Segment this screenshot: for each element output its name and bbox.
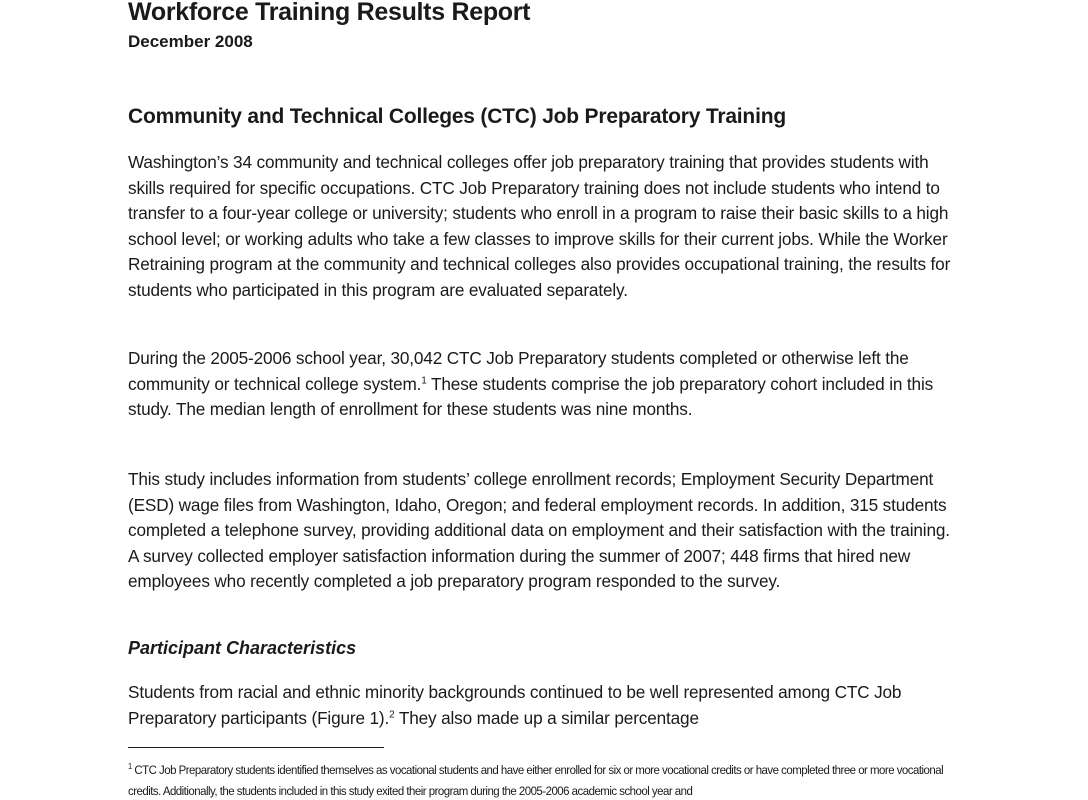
paragraph-data-sources: This study includes information from students’ college enrollment records; Employment Security Department (ESD) wage files from Washington, Idaho, Oregon; and federal employment records. In addition, 315 students completed a telephone survey, providing additional data on employment and their satisfaction with the training. A survey collected employer satisfaction information during the summer of 2007; 448 firms that hired new employees who recently completed a job preparatory program responded to the survey. bbox=[128, 469, 950, 592]
paragraph-cohort-text: During the 2005-2006 school year, 30,042 CTC Job Preparatory students completed or otherwise left the community or technical college system. bbox=[128, 348, 909, 394]
footnote-text: CTC Job Preparatory students identified themselves as vocational students and have either enrolled for six or more vocational credits or have completed three or more vocational credits. Additionally, the students included in this study exited their program during the 2005-2006 academic school year and bbox=[128, 763, 944, 798]
paragraph-overview: Washington’s 34 community and technical colleges offer job preparatory training that provides students with skills required for specific occupations. CTC Job Preparatory training does not include students who intend to transfer to a four-year college or university; students who enroll in a program to raise their basic skills to a high school level; or working adults who take a few classes to improve skills for their current jobs. While the Worker Retraining program at the community and technical colleges also provides occupational training, the results for students who participated in this program are evaluated separately. bbox=[128, 152, 951, 300]
paragraph-participants bbox=[128, 680, 960, 731]
footnote-ref-1[interactable]: 1 bbox=[421, 374, 427, 386]
report-date: December 2008 bbox=[128, 32, 253, 51]
footnote-number: 1 bbox=[128, 761, 132, 771]
footnote-divider bbox=[128, 747, 384, 748]
participant-characteristics-heading: Participant Characteristics bbox=[128, 638, 357, 658]
footnote-1 bbox=[128, 760, 960, 800]
footnote-ref-2[interactable]: 2 bbox=[389, 708, 395, 720]
paragraph-cohort-text-cont: These students comprise the job preparatory cohort included in this study. The median length of enrollment for these students was nine months. bbox=[128, 373, 934, 420]
section-heading: Community and Technical Colleges (CTC) Job Preparatory Training bbox=[128, 105, 786, 128]
report-title: Workforce Training Results Report bbox=[128, 0, 531, 26]
paragraph-participants-text: Students from racial and ethnic minority backgrounds continued to be well represented among CTC Job Preparatory participants (Figure 1). bbox=[128, 682, 902, 728]
paragraph-cohort bbox=[128, 346, 960, 423]
paragraph-participants-text-cont: They also made up a similar percentage bbox=[394, 707, 699, 728]
